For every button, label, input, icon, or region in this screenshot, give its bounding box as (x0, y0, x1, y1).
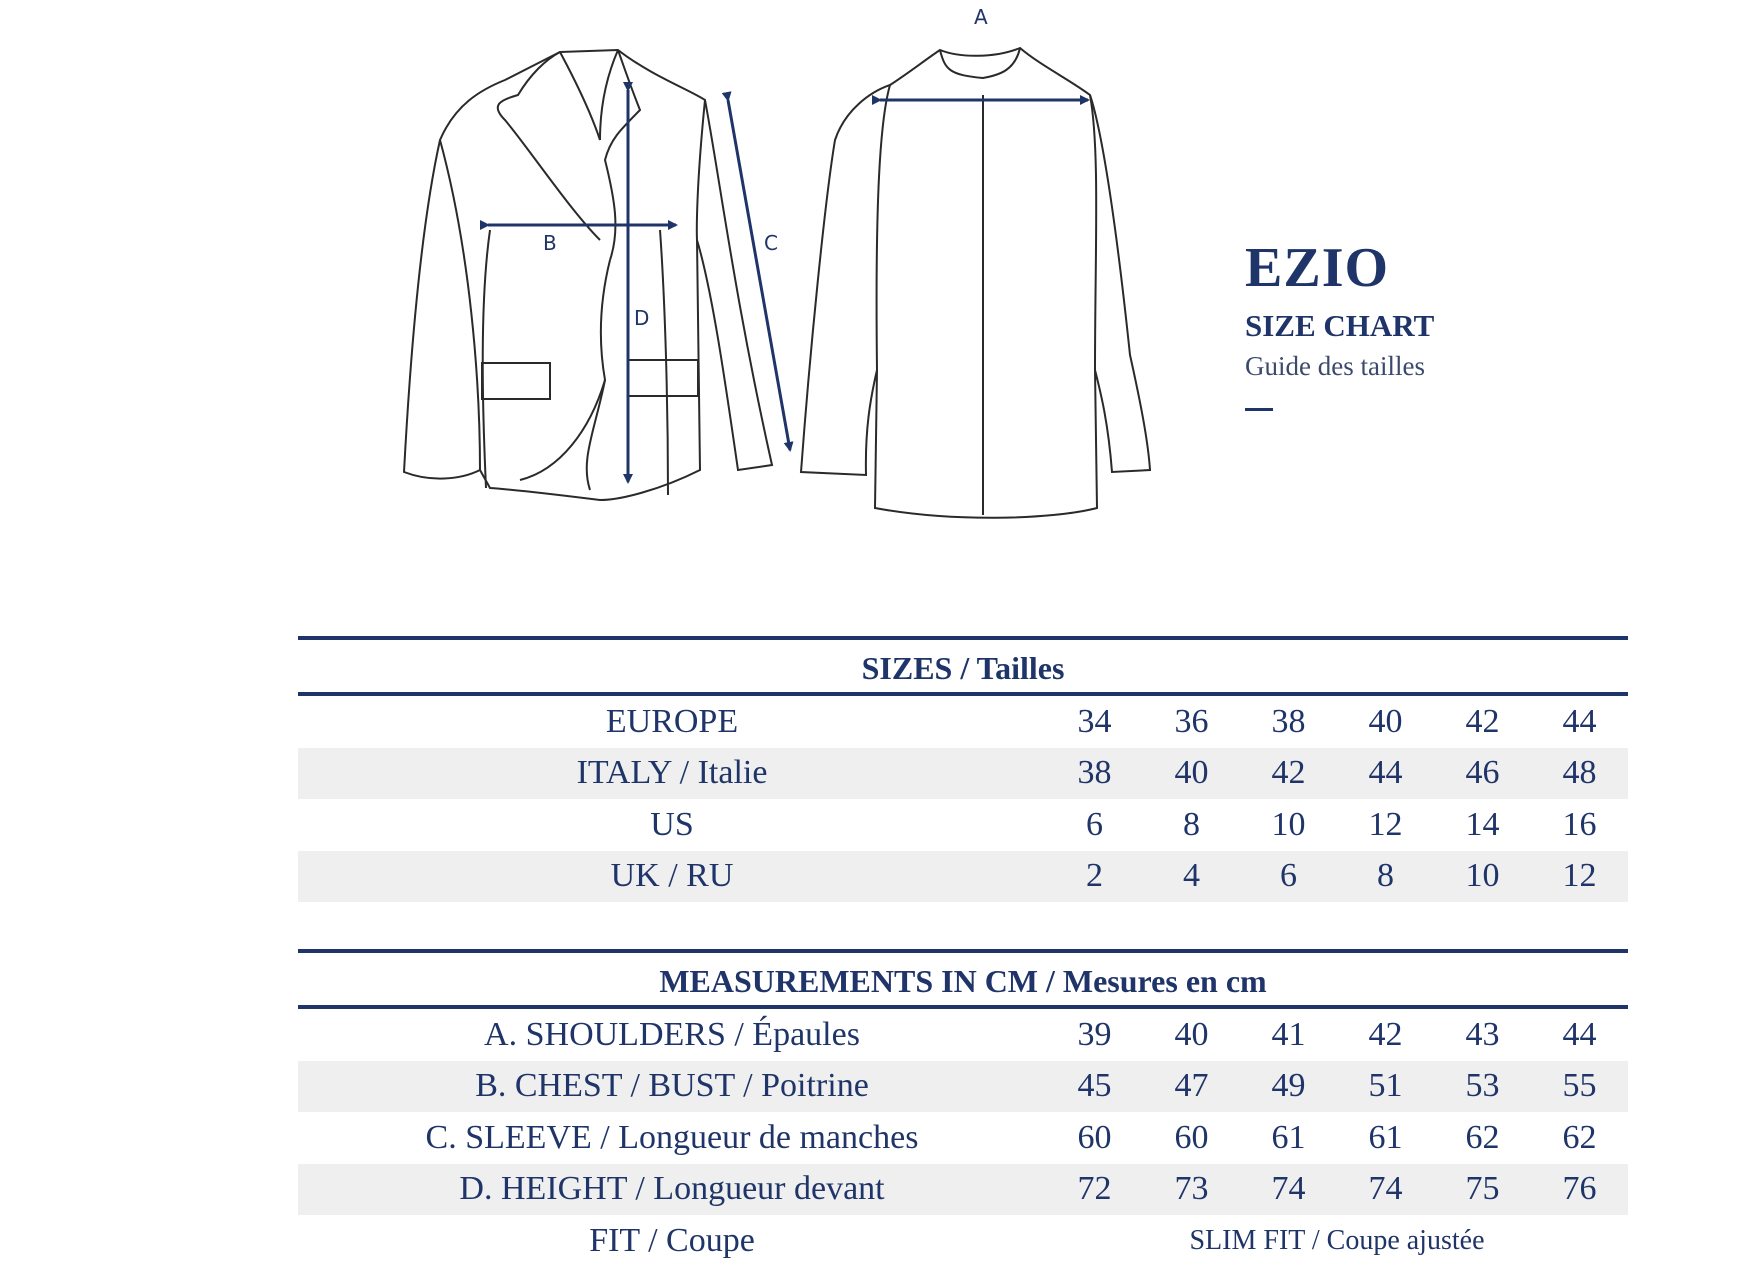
table-row (298, 851, 1628, 903)
row-label: B. CHEST / BUST / Poitrine (475, 1067, 869, 1105)
cell: 6 (1086, 805, 1103, 843)
jacket-front (404, 50, 772, 500)
jacket-illustration (0, 0, 1740, 560)
cell: 48 (1562, 754, 1597, 792)
cell: 53 (1465, 1067, 1500, 1105)
cell: 40 (1174, 1015, 1209, 1053)
sizes-title: SIZES / Tailles (861, 650, 1065, 686)
table-row (298, 1061, 1628, 1113)
label-a: A (974, 5, 988, 29)
cell: 46 (1465, 754, 1500, 792)
table-row (298, 799, 1628, 851)
cell: 8 (1377, 857, 1394, 895)
cell: 61 (1368, 1118, 1403, 1156)
cell: 44 (1562, 1015, 1597, 1053)
cell: 62 (1465, 1118, 1500, 1156)
cell: 42 (1271, 754, 1306, 792)
fit-row (298, 1215, 1628, 1267)
row-label: EUROPE (605, 702, 739, 740)
brand-name: EZIO (1245, 237, 1390, 299)
cell: 43 (1465, 1015, 1500, 1053)
measurements-title: MEASUREMENTS IN CM / Mesures en cm (659, 963, 1267, 999)
label-d: D (634, 306, 650, 330)
cell: 61 (1271, 1118, 1306, 1156)
fit-label: FIT / Coupe (589, 1221, 755, 1259)
measurements-table (298, 949, 1628, 1267)
cell: 60 (1077, 1118, 1112, 1156)
cell: 2 (1086, 857, 1103, 895)
cell: 75 (1465, 1170, 1500, 1208)
arrow-c (728, 100, 790, 450)
table-row (298, 696, 1628, 748)
cell: 73 (1174, 1170, 1209, 1208)
cell: 42 (1368, 1015, 1403, 1053)
brand-block (1245, 237, 1435, 411)
fit-value: SLIM FIT / Coupe ajustée (1189, 1224, 1485, 1256)
cell: 16 (1562, 805, 1597, 843)
cell: 41 (1271, 1015, 1306, 1053)
cell: 72 (1077, 1170, 1112, 1208)
cell: 34 (1077, 702, 1112, 740)
table-row (298, 1164, 1628, 1216)
cell: 40 (1368, 702, 1403, 740)
row-label: A. SHOULDERS / Épaules (484, 1015, 860, 1053)
cell: 14 (1465, 805, 1500, 843)
label-b: B (543, 231, 557, 255)
cell: 10 (1465, 857, 1500, 895)
cell: 40 (1174, 754, 1209, 792)
cell: 62 (1562, 1118, 1597, 1156)
cell: 45 (1077, 1067, 1112, 1105)
cell: 38 (1077, 754, 1112, 792)
cell: 51 (1368, 1067, 1403, 1105)
cell: 42 (1465, 702, 1500, 740)
cell: 47 (1174, 1067, 1209, 1105)
cell: 60 (1174, 1118, 1209, 1156)
label-c: C (764, 231, 778, 255)
row-label: D. HEIGHT / Longueur devant (459, 1170, 885, 1208)
sizes-table (298, 636, 1628, 902)
table-row (298, 748, 1628, 800)
brand-subtitle: SIZE CHART (1245, 308, 1435, 343)
cell: 44 (1562, 702, 1597, 740)
jacket-back (801, 48, 1150, 518)
cell: 49 (1271, 1067, 1306, 1105)
cell: 12 (1368, 805, 1403, 843)
cell: 36 (1174, 702, 1209, 740)
row-label: UK / RU (610, 857, 734, 895)
row-label: US (650, 805, 694, 843)
front-arrows (488, 90, 790, 482)
cell: 74 (1271, 1170, 1306, 1208)
cell: 44 (1368, 754, 1403, 792)
cell: 4 (1183, 857, 1200, 895)
cell: 10 (1271, 805, 1306, 843)
cell: 39 (1077, 1015, 1112, 1053)
cell: 6 (1280, 857, 1297, 895)
brand-subtitle-fr: Guide des tailles (1245, 351, 1425, 381)
jacket-drawing (0, 0, 1740, 560)
cell: 74 (1368, 1170, 1403, 1208)
cell: 76 (1562, 1170, 1597, 1208)
table-row (298, 1009, 1628, 1061)
row-label: C. SLEEVE / Longueur de manches (425, 1118, 919, 1156)
row-label: ITALY / Italie (576, 754, 768, 792)
cell: 8 (1183, 805, 1200, 843)
brand-dash (1245, 408, 1273, 411)
table-row (298, 1112, 1628, 1164)
cell: 38 (1271, 702, 1306, 740)
cell: 12 (1562, 857, 1597, 895)
cell: 55 (1562, 1067, 1597, 1105)
